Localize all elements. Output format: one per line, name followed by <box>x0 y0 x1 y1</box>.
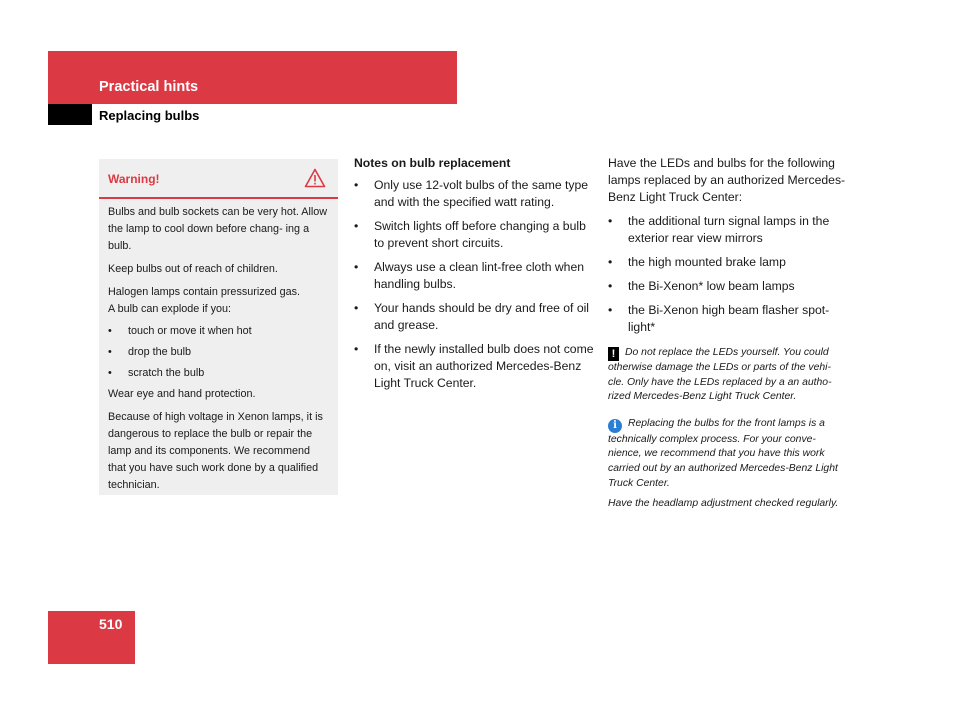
warning-label: Warning! <box>108 172 160 186</box>
bullet-glyph: • <box>354 301 359 315</box>
list-item <box>354 341 594 392</box>
bullet-glyph: • <box>108 367 112 379</box>
notes-column <box>354 155 594 399</box>
warning-paragraph: A bulb can explode if you: <box>108 303 232 315</box>
list-item <box>354 300 594 334</box>
bullet-glyph: • <box>608 255 613 269</box>
notes-list <box>354 177 594 392</box>
warning-triangle-icon <box>304 168 326 188</box>
list-item-text: Always use a clean lint-free cloth when handling bulbs. <box>374 260 585 291</box>
header-band <box>48 51 457 104</box>
warning-header <box>99 159 338 199</box>
bullet-glyph: • <box>108 346 112 358</box>
warning-bullet-item <box>108 323 329 340</box>
bullet-glyph: • <box>354 178 359 192</box>
warning-paragraph: Halogen lamps contain pressurized gas. <box>108 286 301 298</box>
warning-bullet-item <box>108 365 329 382</box>
list-item <box>608 302 848 336</box>
warning-paragraph: Wear eye and hand protection. <box>108 388 256 400</box>
caution-note-text: Do not replace the LEDs yourself. You could otherwise damage the LEDs or parts of the vehi- cle. Only have the LEDs replaced by a an autho- rized Mercedes-Benz Light Truck Center. <box>608 347 832 403</box>
leds-intro: Have the LEDs and bulbs for the following lamps replaced by an authorized Mercedes-Benz Light Truck Center: <box>608 156 846 204</box>
warning-bullet-item <box>108 344 329 361</box>
warning-paragraph: Because of high voltage in Xenon lamps, it is dangerous to replace the bulb or repair the lamp and its components. We recommend that you have such work done by a qualified technician. <box>108 411 323 491</box>
bullet-glyph: • <box>354 260 359 274</box>
leds-list <box>608 213 848 336</box>
warning-paragraph: Keep bulbs out of reach of children. <box>108 263 278 275</box>
list-item-text: the high mounted brake lamp <box>628 255 786 269</box>
list-item <box>608 254 848 271</box>
info-note-text: Replacing the bulbs for the front lamps is a technically complex process. For your conve- nience, we recommend that you have this work carried out by an authorized Mercedes-Benz Light Truck Center. <box>608 417 838 489</box>
subsection-title: Replacing bulbs <box>99 108 200 123</box>
list-item-text: Switch lights off before changing a bulb to prevent short circuits. <box>374 219 586 250</box>
warning-box <box>99 159 338 495</box>
bullet-glyph: • <box>608 303 613 317</box>
closing-note: Have the headlamp adjustment checked regularly. <box>608 498 839 510</box>
leds-column <box>608 155 848 512</box>
list-item <box>608 278 848 295</box>
list-item-text: the Bi-Xenon* low beam lamps <box>628 279 795 293</box>
exclamation-icon: ! <box>608 347 619 361</box>
warning-bullet-text: scratch the bulb <box>128 367 205 379</box>
list-item <box>354 259 594 293</box>
bullet-glyph: • <box>354 342 359 356</box>
warning-body <box>99 199 338 494</box>
list-item-text: Only use 12-volt bulbs of the same type and with the specified watt rating. <box>374 178 589 209</box>
list-item-text: the Bi-Xenon high beam flasher spot- light* <box>628 303 830 334</box>
bullet-glyph: • <box>354 219 359 233</box>
list-item <box>354 218 594 252</box>
caution-note <box>608 346 848 405</box>
warning-bullet-text: touch or move it when hot <box>128 325 252 337</box>
bullet-glyph: • <box>608 279 613 293</box>
list-item-text: If the newly installed bulb does not come on, visit an authorized Mercedes-Benz Light Truck Center. <box>374 342 594 390</box>
notes-heading: Notes on bulb replacement <box>354 156 511 170</box>
list-item <box>354 177 594 211</box>
warning-paragraph: Bulbs and bulb sockets can be very hot. Allow the lamp to cool down before chang- ing a bulb. <box>108 206 328 252</box>
list-item-text: the additional turn signal lamps in the exterior rear view mirrors <box>628 214 830 245</box>
info-note <box>608 417 848 491</box>
list-item-text: Your hands should be dry and free of oil and grease. <box>374 301 590 332</box>
info-icon: i <box>608 419 622 433</box>
bullet-glyph: • <box>608 214 613 228</box>
list-item <box>608 213 848 247</box>
warning-bullet-text: drop the bulb <box>128 346 192 358</box>
bullet-glyph: • <box>108 325 112 337</box>
section-title: Practical hints <box>99 79 199 95</box>
subsection-marker <box>48 104 92 125</box>
page-number: 510 <box>99 616 123 632</box>
